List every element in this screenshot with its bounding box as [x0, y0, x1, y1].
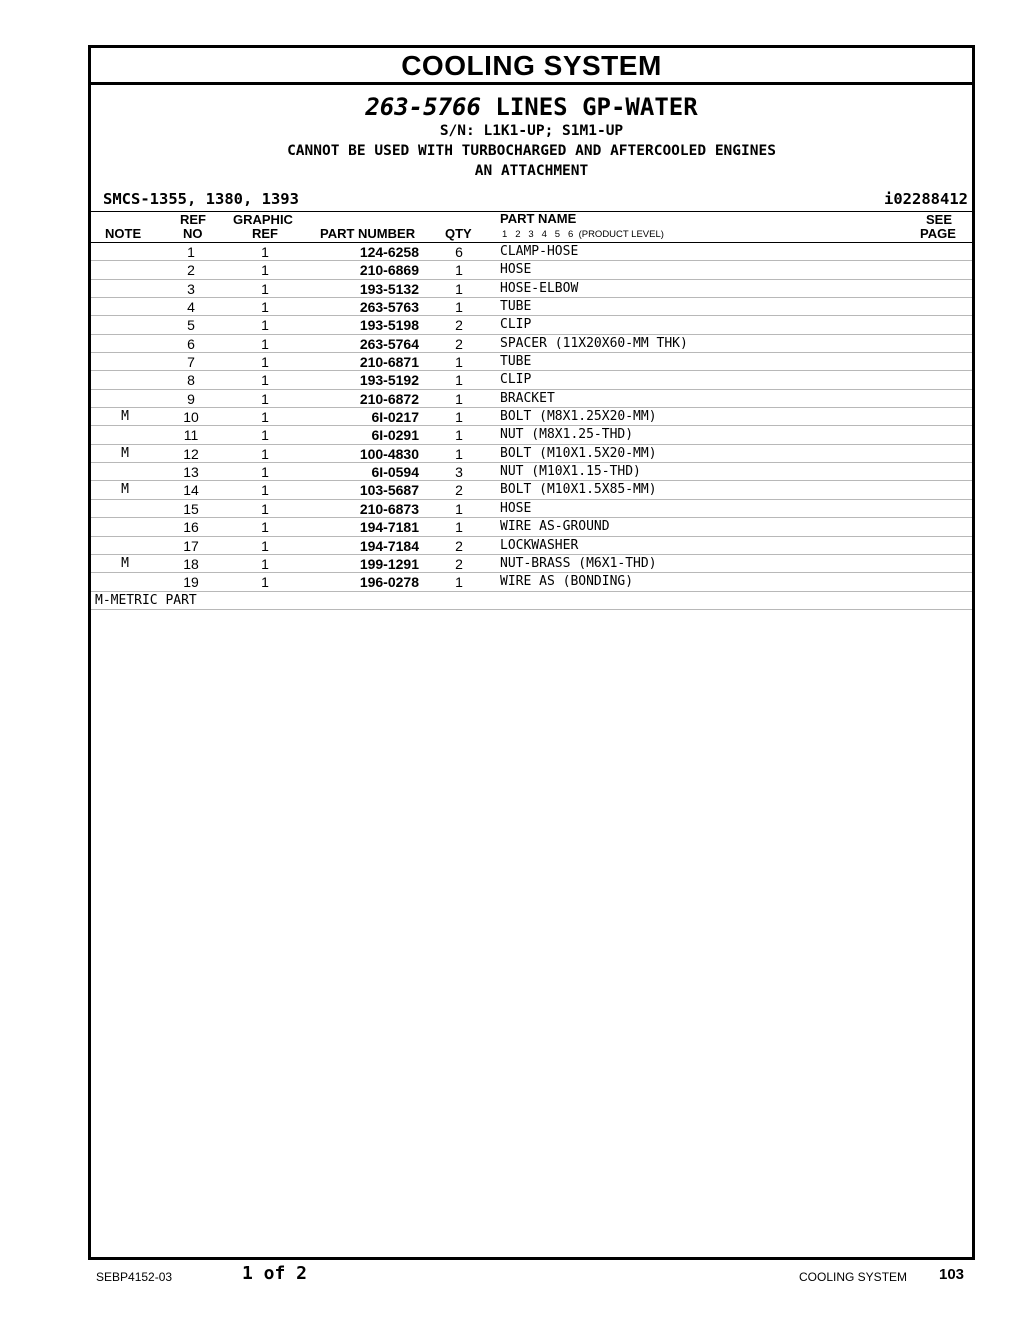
header-qty: QTY — [445, 226, 472, 241]
ref-number: 11 — [183, 427, 199, 444]
part-name: HOSE — [500, 500, 532, 516]
part-number[interactable]: 199-1291 — [359, 555, 419, 572]
quantity: 2 — [455, 317, 463, 334]
header-ref-top: REF — [180, 212, 206, 227]
header-part-number: PART NUMBER — [320, 226, 416, 241]
quantity: 1 — [455, 519, 463, 536]
table-row — [91, 481, 972, 499]
ref-number: 19 — [183, 574, 199, 591]
quantity: 1 — [455, 262, 463, 279]
part-name: SPACER (11X20X60-MM THK) — [500, 335, 688, 351]
part-number[interactable]: 193-5192 — [359, 372, 419, 389]
note-marker: M — [121, 555, 129, 571]
table-row — [91, 316, 972, 334]
ref-number: 1 — [187, 244, 195, 260]
part-name: NUT-BRASS (M6X1-THD) — [500, 555, 657, 571]
table-row — [91, 573, 972, 591]
graphic-ref: 1 — [261, 482, 269, 499]
note-marker: M — [121, 409, 129, 425]
quantity: 1 — [455, 445, 463, 462]
parts-page-frame — [88, 45, 975, 1260]
header-product-level: 1 2 3 4 5 6 (PRODUCT LEVEL) — [502, 229, 664, 240]
table-row — [91, 500, 972, 518]
quantity: 1 — [455, 574, 463, 591]
quantity: 2 — [455, 482, 463, 499]
part-name: BOLT (M10X1.5X20-MM) — [500, 445, 657, 461]
column-headers — [91, 212, 972, 243]
part-number[interactable]: 103-5687 — [359, 482, 419, 499]
group-header — [91, 85, 972, 181]
smcs-codes: SMCS-1355, 1380, 1393 — [103, 190, 299, 208]
quantity: 1 — [455, 354, 463, 371]
note-marker: M — [121, 445, 129, 461]
ref-number: 2 — [187, 262, 195, 279]
ref-number: 12 — [183, 445, 199, 462]
group-title — [91, 93, 972, 121]
ref-number: 15 — [183, 500, 199, 517]
table-row — [91, 371, 972, 389]
table-row — [91, 243, 972, 261]
table-row — [91, 445, 972, 463]
part-number[interactable]: 263-5763 — [359, 299, 419, 316]
part-name: WIRE AS (BONDING) — [500, 574, 634, 590]
section-title: COOLING SYSTEM — [91, 48, 972, 85]
footer-section: COOLING SYSTEM — [799, 1270, 908, 1284]
header-ref-bottom: NO — [183, 226, 203, 241]
quantity: 1 — [455, 372, 463, 389]
table-row — [91, 261, 972, 279]
table-row — [91, 426, 972, 444]
part-number[interactable]: 6I-0594 — [371, 464, 419, 481]
graphic-ref: 1 — [261, 372, 269, 389]
part-number[interactable]: 6I-0291 — [371, 427, 419, 444]
header-see-bottom: PAGE — [920, 226, 956, 241]
page-footer — [0, 1262, 1020, 1292]
quantity: 2 — [455, 335, 463, 352]
quantity: 6 — [455, 244, 463, 260]
quantity: 1 — [455, 500, 463, 517]
quantity: 1 — [455, 299, 463, 316]
ref-number: 17 — [183, 537, 199, 554]
graphic-ref: 1 — [261, 262, 269, 279]
part-number[interactable]: 210-6869 — [359, 262, 419, 279]
ref-number: 10 — [183, 409, 199, 426]
part-number[interactable]: 124-6258 — [359, 244, 419, 260]
part-number[interactable]: 210-6873 — [359, 500, 419, 517]
quantity: 1 — [455, 390, 463, 407]
serial-number-range: S/N: L1K1-UP; S1M1-UP — [439, 123, 624, 139]
header-part-name: PART NAME — [500, 211, 577, 226]
graphic-ref: 1 — [261, 280, 269, 297]
part-name: TUBE — [500, 299, 532, 315]
header-note: NOTE — [105, 226, 142, 241]
table-row — [91, 335, 972, 353]
graphic-ref: 1 — [261, 409, 269, 426]
quantity: 1 — [455, 409, 463, 426]
table-row — [91, 298, 972, 316]
part-name: BOLT (M8X1.25X20-MM) — [500, 409, 657, 425]
part-number[interactable]: 196-0278 — [359, 574, 419, 591]
part-name: NUT (M10X1.15-THD) — [500, 464, 641, 480]
usage-note: CANNOT BE USED WITH TURBOCHARGED AND AFTERCOOLED ENGINES — [287, 143, 776, 159]
graphic-ref: 1 — [261, 519, 269, 536]
quantity: 1 — [455, 427, 463, 444]
part-number[interactable]: 194-7184 — [359, 537, 419, 554]
metric-footnote: M-METRIC PART — [91, 592, 972, 610]
graphic-ref: 1 — [261, 427, 269, 444]
meta-row — [91, 189, 972, 212]
part-name: BRACKET — [500, 390, 555, 406]
part-name: TUBE — [500, 354, 532, 370]
graphic-ref: 1 — [261, 464, 269, 481]
note-marker: M — [121, 482, 129, 498]
part-name: CLIP — [500, 372, 532, 388]
table-row — [91, 463, 972, 481]
table-row — [91, 537, 972, 555]
part-number[interactable]: 194-7181 — [359, 519, 419, 536]
quantity: 1 — [455, 280, 463, 297]
part-name: HOSE — [500, 262, 532, 278]
part-name: CLIP — [500, 317, 532, 333]
ref-number: 7 — [187, 354, 195, 371]
part-name: CLAMP-HOSE — [500, 244, 579, 259]
ref-number: 14 — [183, 482, 199, 499]
part-number[interactable]: 193-5198 — [359, 317, 419, 334]
graphic-ref: 1 — [261, 244, 269, 260]
part-name: WIRE AS-GROUND — [500, 519, 610, 535]
ref-number: 3 — [187, 280, 195, 297]
attachment-note: AN ATTACHMENT — [474, 163, 589, 179]
quantity: 2 — [455, 537, 463, 554]
header-see-top: SEE — [926, 212, 953, 227]
graphic-ref: 1 — [261, 390, 269, 407]
graphic-ref: 1 — [261, 299, 269, 316]
part-number[interactable]: 6I-0217 — [371, 409, 419, 426]
group-name: LINES GP-WATER — [495, 93, 698, 121]
footer-page-number: 103 — [939, 1266, 965, 1283]
ref-number: 4 — [187, 299, 195, 316]
footer-page-of: 1 of 2 — [242, 1263, 308, 1284]
part-number[interactable]: 100-4830 — [359, 445, 419, 462]
graphic-ref: 1 — [261, 335, 269, 352]
info-id: i02288412 — [884, 190, 968, 208]
part-number[interactable]: 193-5132 — [359, 280, 419, 297]
graphic-ref: 1 — [261, 537, 269, 554]
ref-number: 5 — [187, 317, 195, 334]
graphic-ref: 1 — [261, 317, 269, 334]
quantity: 2 — [455, 555, 463, 572]
table-row — [91, 353, 972, 371]
ref-number: 13 — [183, 464, 199, 481]
part-number[interactable]: 210-6871 — [359, 354, 419, 371]
ref-number: 18 — [183, 555, 199, 572]
graphic-ref: 1 — [261, 354, 269, 371]
footer-doc-id: SEBP4152-03 — [96, 1270, 173, 1284]
part-number[interactable]: 210-6872 — [359, 390, 419, 407]
table-row — [91, 518, 972, 536]
graphic-ref: 1 — [261, 555, 269, 572]
ref-number: 9 — [187, 390, 195, 407]
graphic-ref: 1 — [261, 500, 269, 517]
part-number[interactable]: 263-5764 — [359, 335, 419, 352]
table-row — [91, 390, 972, 408]
table-row — [91, 555, 972, 573]
table-row — [91, 280, 972, 298]
header-graphic-ref-top: GRAPHIC — [233, 212, 293, 227]
header-graphic-ref-bottom: REF — [252, 226, 278, 241]
part-name: BOLT (M10X1.5X85-MM) — [500, 482, 657, 498]
ref-number: 16 — [183, 519, 199, 536]
ref-number: 6 — [187, 335, 195, 352]
graphic-ref: 1 — [261, 574, 269, 591]
quantity: 3 — [455, 464, 463, 481]
part-name: HOSE-ELBOW — [500, 280, 579, 296]
part-name: NUT (M8X1.25-THD) — [500, 427, 634, 443]
group-part-number[interactable]: 263-5766 — [365, 93, 481, 121]
table-row — [91, 408, 972, 426]
parts-list — [91, 243, 972, 592]
ref-number: 8 — [187, 372, 195, 389]
part-name: LOCKWASHER — [500, 537, 579, 553]
graphic-ref: 1 — [261, 445, 269, 462]
